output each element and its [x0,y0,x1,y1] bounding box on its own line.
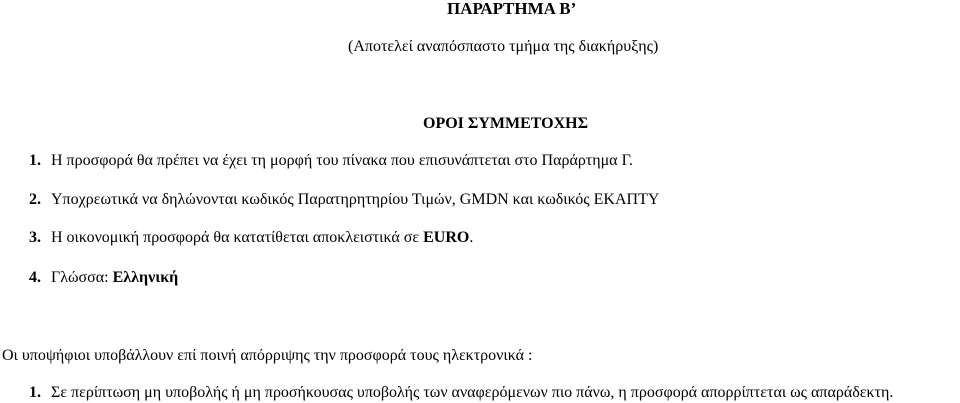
list-item-number: 3. [29,229,41,246]
penalty-item-number: 1. [29,384,41,401]
list-item-text: Η προσφορά θα πρέπει να έχει τη μορφή του πίνακα που επισυνάπτεται στο Παράρτημα Γ. [51,152,633,169]
list-item-number: 2. [29,191,41,208]
list-item-text: Η οικονομική προσφορά θα κατατίθεται αποκλειστικά σε [51,229,424,246]
section-heading: ΟΡΟΙ ΣΥΜΜΕΤΟΧΗΣ [423,115,589,132]
list-item-text: Υποχρεωτικά να δηλώνονται κωδικός Παρατηρητηρίου Τιμών, GMDN και κωδικός ΕΚΑΠΤΥ [51,191,660,208]
penalty-item [29,383,893,403]
document-subtitle: (Αποτελεί αναπόσπαστο τμήμα της διακήρυξης) [348,38,659,55]
penalty-item-text: Σε περίπτωση μη υποβολής ή μη προσήκουσας υποβολής των αναφερόμενων πιο πάνω, η προσφορά απορρίπτεται ως απαράδεκτη. [51,384,894,401]
document-title: ΠΑΡΑΡΤΗΜΑ Β’ [447,0,577,18]
list-item-emphasis: Ελληνική [112,269,179,286]
list-item [29,151,633,171]
list-item [29,268,178,288]
list-item-text: Γλώσσα: [51,269,113,286]
list-item-number: 4. [29,269,41,286]
list-item [29,190,659,210]
list-item [29,228,473,248]
submission-note: Οι υποψήφιοι υποβάλλουν επί ποινή απόρριψης την προσφορά τους ηλεκτρονικά : [2,347,533,364]
list-item-number: 1. [29,152,41,169]
list-item-suffix: . [469,229,474,246]
list-item-emphasis: EURO [423,229,470,246]
